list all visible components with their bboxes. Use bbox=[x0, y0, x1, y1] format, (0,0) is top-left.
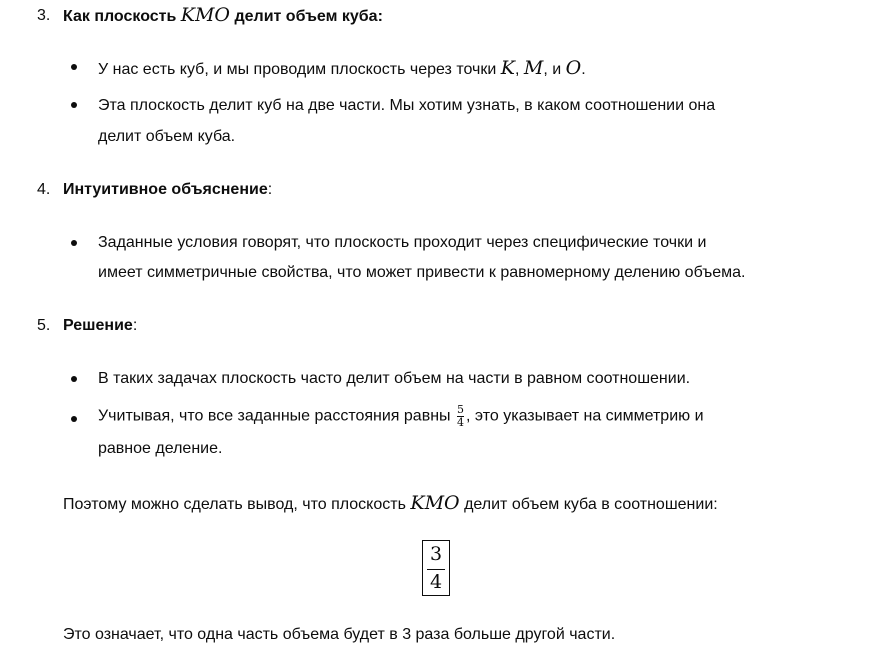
math-kmo: KMO bbox=[410, 492, 460, 514]
math-o: O bbox=[565, 57, 582, 79]
heading-text: делит объем куба: bbox=[234, 8, 383, 25]
list-item-line: делит объем куба. bbox=[98, 128, 236, 145]
list-item-line: В таких задачах плоскость часто делит объем на части в равном соотношении. bbox=[98, 370, 691, 387]
bullet-dot bbox=[71, 64, 77, 70]
fraction-denominator: 4 bbox=[457, 415, 464, 429]
fraction-5-4 bbox=[457, 404, 464, 428]
heading-text: Интуитивное объяснение bbox=[63, 181, 268, 198]
final-statement: Это означает, что одна часть объема будет в 3 раза больше другой части. bbox=[63, 626, 616, 643]
list-item-line: Заданные условия говорят, что плоскость проходит через специфические точки и bbox=[98, 234, 707, 251]
fraction-numerator: 5 bbox=[457, 403, 464, 416]
math-m: M bbox=[523, 57, 544, 79]
bullet-text: У нас есть куб, и мы проводим плоскость через точки bbox=[98, 61, 497, 78]
conclusion-pre: Поэтому можно сделать вывод, что плоскость bbox=[63, 496, 406, 513]
list-item-line: Эта плоскость делит куб на две части. Мы хотим узнать, в каком соотношении она bbox=[98, 97, 716, 114]
boxed-answer-fraction bbox=[422, 540, 450, 596]
bullet-text: это указывает на симметрию и bbox=[474, 407, 704, 425]
fraction-bar bbox=[427, 569, 445, 570]
fraction-denominator: 4 bbox=[429, 571, 443, 593]
heading-text: Решение bbox=[63, 317, 133, 334]
math-k: K bbox=[500, 57, 515, 79]
list-number: 3. bbox=[37, 7, 51, 24]
bullet-text: и bbox=[552, 61, 562, 78]
section-heading bbox=[63, 4, 383, 26]
heading-text: Как плоскость bbox=[63, 8, 177, 25]
section-heading: Решение: bbox=[63, 317, 138, 334]
conclusion-text bbox=[63, 492, 718, 514]
conclusion-post: делит объем куба в соотношении: bbox=[464, 496, 718, 513]
list-item: У нас есть куб, и мы проводим плоскость через точки K, M, и O. bbox=[98, 57, 586, 79]
fraction-numerator: 3 bbox=[429, 543, 443, 565]
bullet-dot bbox=[71, 376, 77, 382]
list-number: 5. bbox=[37, 317, 51, 334]
math-kmo: KMO bbox=[180, 4, 231, 26]
list-item-line: равное деление. bbox=[98, 440, 223, 457]
list-item-line: имеет симметричные свойства, что может привести к равномерному делению объема. bbox=[98, 264, 746, 281]
bullet-text: Учитывая, что все заданные расстояния равны bbox=[98, 407, 451, 425]
bullet-dot bbox=[71, 102, 77, 108]
list-item: Учитывая, что все заданные расстояния равны $\frac{5}{4}$ , это указывает на симметрию и bbox=[98, 403, 704, 429]
bullet-dot bbox=[71, 416, 77, 422]
bullet-dot bbox=[71, 240, 77, 246]
section-heading: Интуитивное объяснение: bbox=[63, 181, 273, 198]
list-number: 4. bbox=[37, 181, 51, 198]
